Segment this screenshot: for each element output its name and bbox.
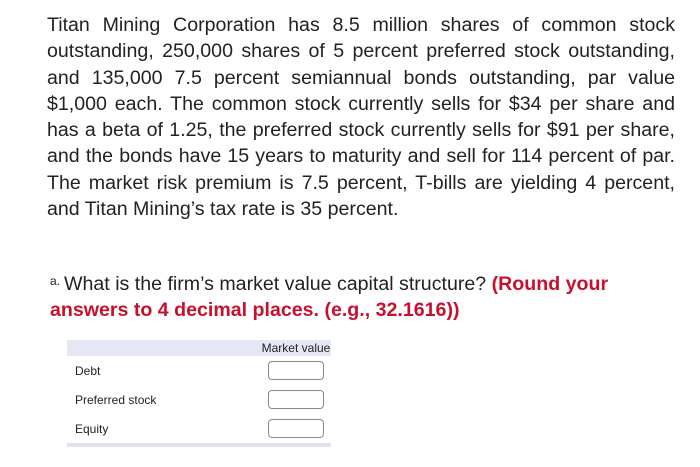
table-header-row [67,340,331,356]
rounding-instruction: (Round your answers to 4 decimal places. (e.g., 32.1616)) [50,273,609,321]
input-cell-equity [261,414,331,445]
input-cell-debt [261,356,331,385]
table-row-preferred-stock [67,385,331,414]
problem-statement: Titan Mining Corporation has 8.5 million shares of common stock outstanding, 250,000 shares of 5 percent preferred stock outstanding, and 135,000 7.5 percent semiannual bonds outstanding, par value $1,000 each. The common stock currently sells for $34 per share and has a beta of 1.25, the preferred stock currently sells for $91 per share, and the bonds have 15 years to maturity and sell for 114 percent of par. The market risk premium is 7.5 percent, T-bills are yielding 4 percent, and Titan Mining’s tax rate is 35 percent. [47,14,675,221]
question-a [50,268,680,323]
row-label-debt: Debt [75,363,101,378]
question-text: What is the firm’s market value capital structure? [64,273,487,295]
row-label-preferred-stock: Preferred stock [75,392,157,407]
table-row-equity [67,414,331,445]
equity-market-value-input[interactable] [268,419,324,438]
row-label-equity: Equity [67,414,261,445]
preferred-stock-market-value-input[interactable] [268,390,324,409]
answer-table [67,340,331,447]
table-row-debt [67,356,331,385]
question-letter: a. [50,274,61,288]
input-cell-preferred-stock [261,385,331,414]
debt-market-value-input[interactable] [268,361,324,380]
table-header-blank [67,340,261,356]
column-header-market-value: Market value [261,341,331,355]
